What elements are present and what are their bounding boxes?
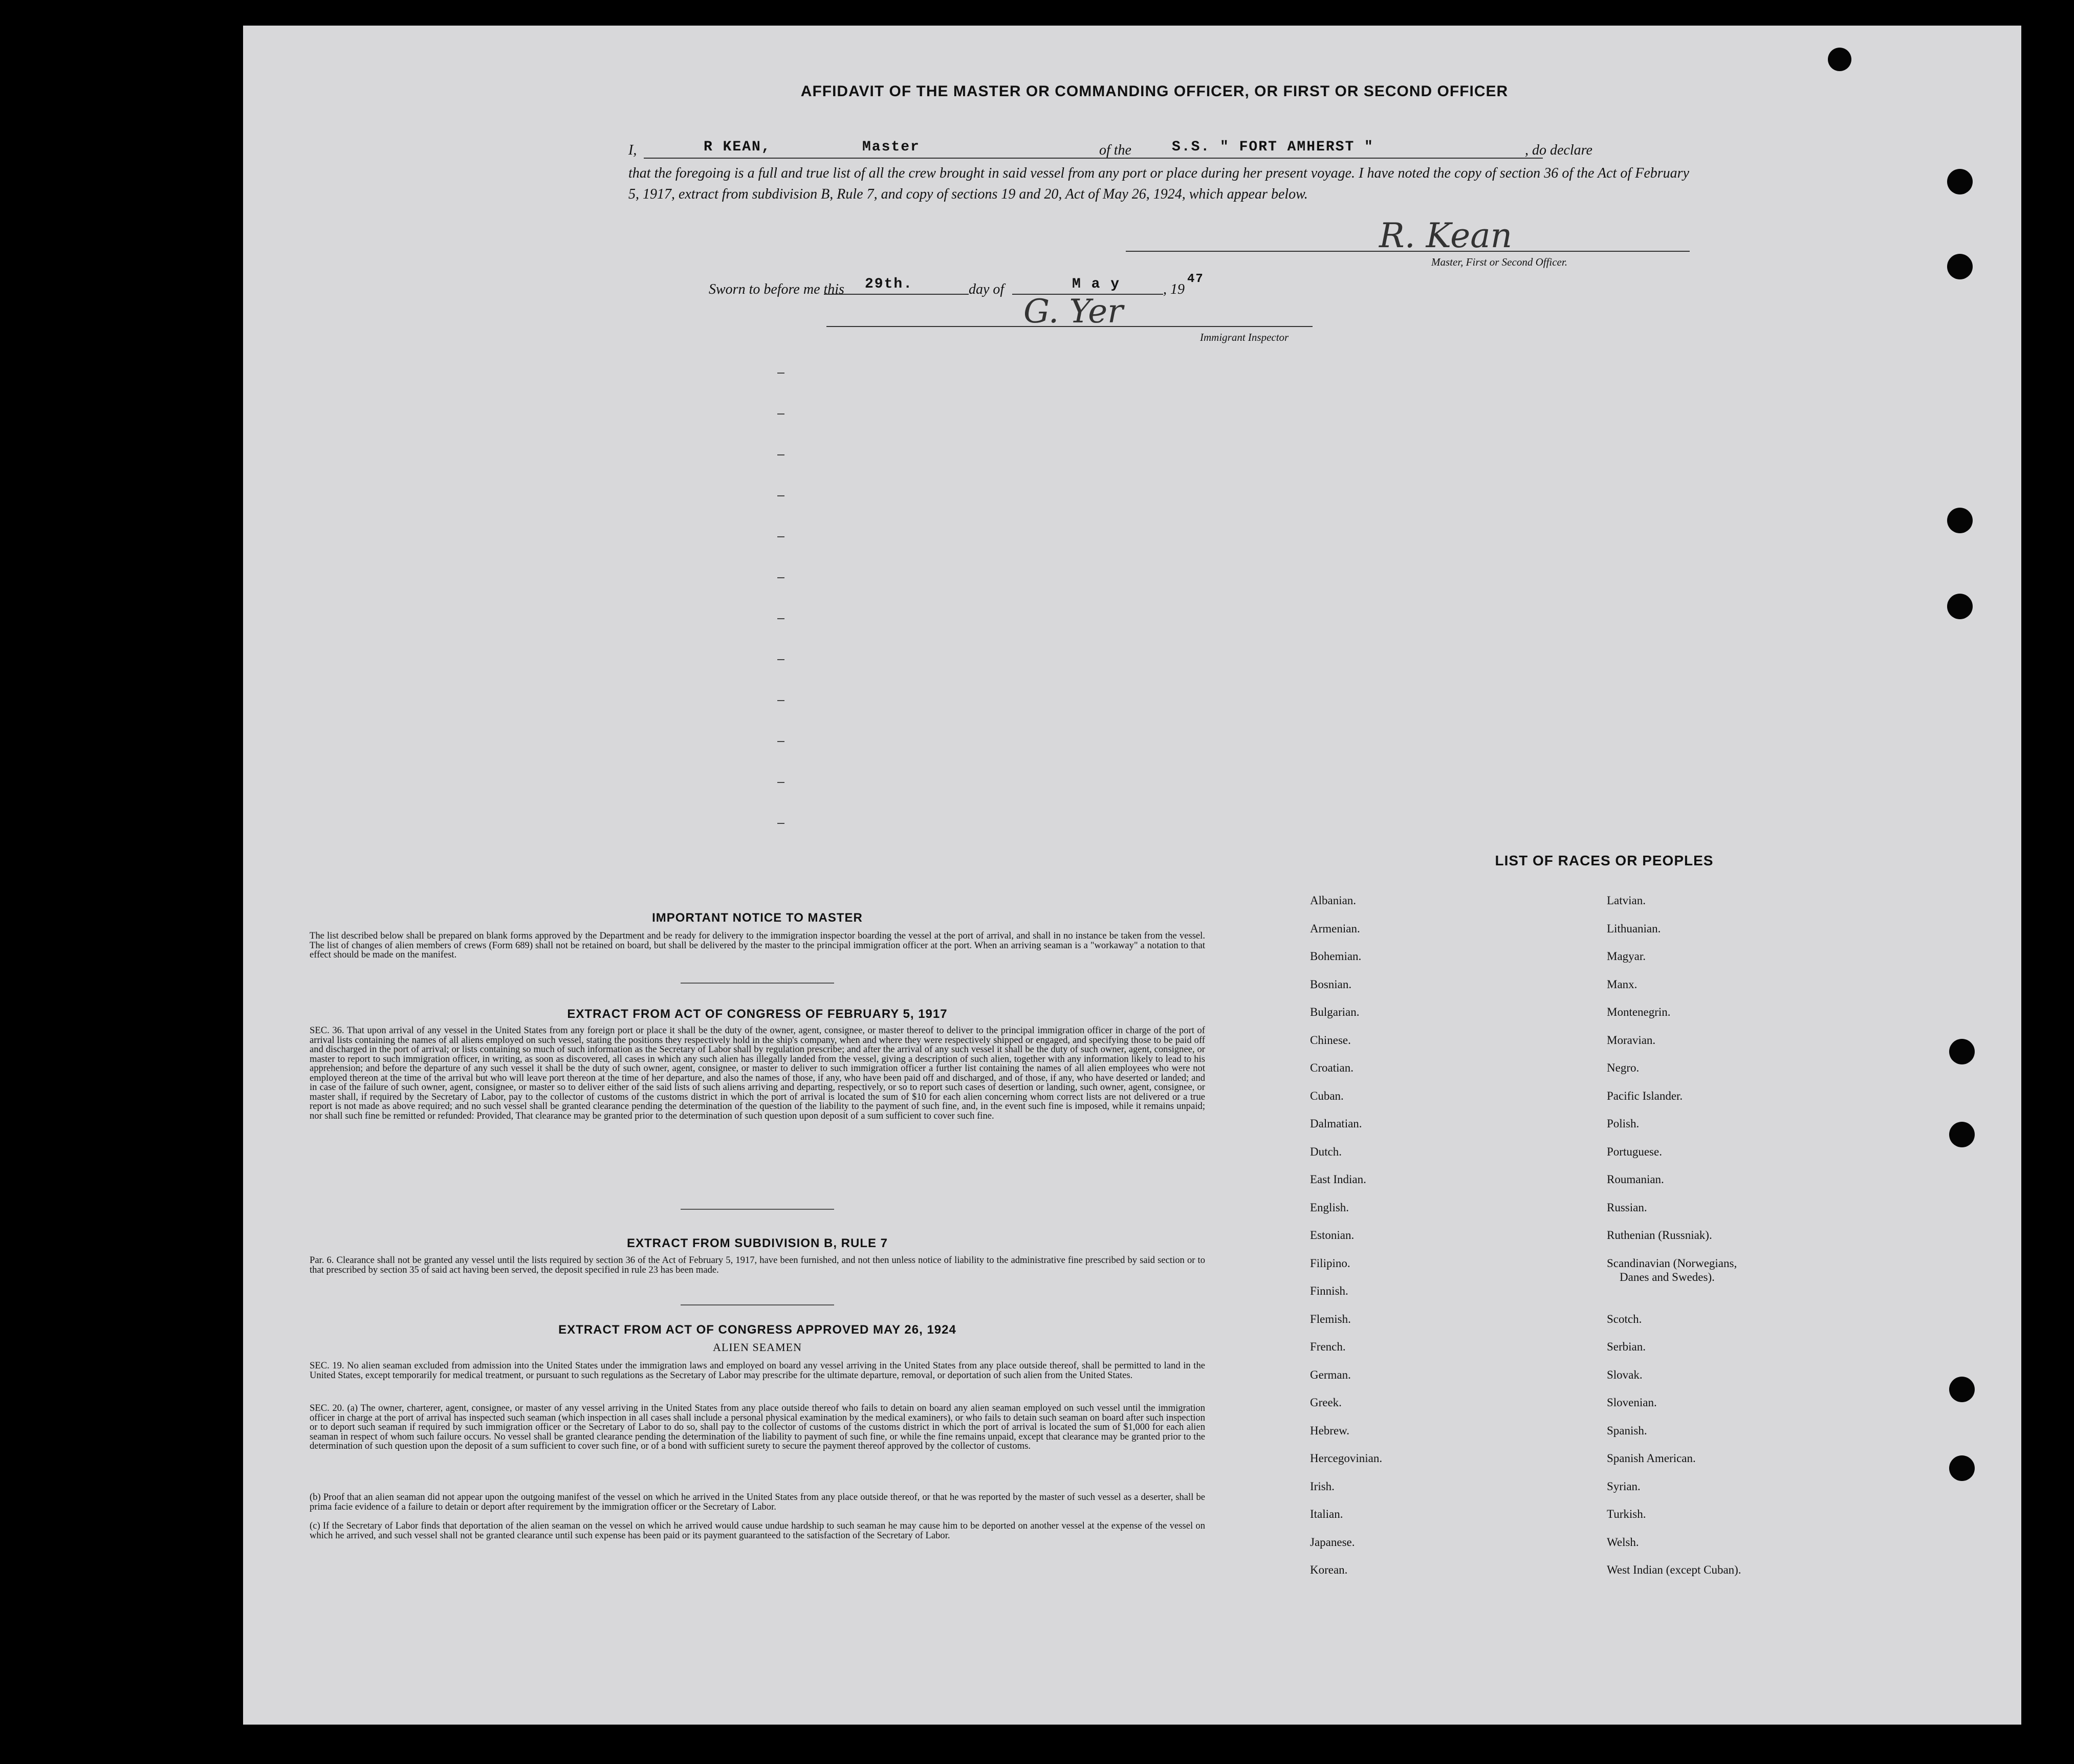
race-left-item: Bohemian.: [1310, 950, 1362, 963]
race-left-item: Dutch.: [1310, 1145, 1342, 1158]
tick-mark: [777, 741, 784, 742]
tick-mark: [777, 823, 784, 824]
affidavit-title: AFFIDAVIT OF THE MASTER OR COMMANDING OFFICER, OR FIRST OR SECOND OFFICER: [800, 83, 1509, 100]
year-suffix: 47: [1187, 272, 1204, 286]
race-right-item: Latvian.: [1607, 894, 1646, 907]
race-right-item: Magyar.: [1607, 950, 1646, 963]
vessel-name: S.S. " FORT AMHERST ": [1172, 139, 1374, 155]
divider: [681, 1209, 834, 1210]
sworn-label: Sworn to before me this: [709, 281, 844, 297]
divider: [681, 1304, 834, 1305]
race-right-item: West Indian (except Cuban).: [1607, 1563, 1741, 1576]
sworn-day: 29th.: [865, 276, 913, 292]
tick-mark: [777, 373, 784, 374]
tick-mark: [777, 454, 784, 455]
extract1-title: EXTRACT FROM ACT OF CONGRESS OF FEBRUARY 5, 1917: [567, 1007, 948, 1021]
punch-hole: [1949, 1039, 1975, 1064]
punch-hole: [1949, 1122, 1975, 1147]
punch-hole: [1828, 48, 1851, 71]
affidavit-i-label: I,: [628, 142, 637, 158]
day-of-label: day of: [969, 281, 1005, 297]
tick-mark: [777, 577, 784, 578]
race-left-item: Dalmatian.: [1310, 1117, 1362, 1130]
race-left-item: Hebrew.: [1310, 1424, 1350, 1437]
inspector-caption: Immigrant Inspector: [1200, 331, 1289, 343]
master-name: R KEAN,: [704, 139, 771, 155]
master-signature: R. Kean: [1379, 216, 1513, 255]
race-right-item: Moravian.: [1607, 1034, 1656, 1047]
punch-hole: [1947, 508, 1973, 533]
race-left-item: East Indian.: [1310, 1173, 1366, 1186]
inspector-signature: G. Yer: [1023, 293, 1123, 331]
tick-mark: [777, 700, 784, 701]
master-rank: Master: [862, 139, 920, 155]
race-right-item: Scandinavian (Norwegians,: [1607, 1257, 1737, 1270]
of-the-label: of the: [1099, 142, 1131, 158]
extract3-subtitle: ALIEN SEAMEN: [713, 1341, 802, 1354]
race-left-item: Albanian.: [1310, 894, 1357, 907]
race-right-item: Pacific Islander.: [1607, 1090, 1683, 1102]
year-prefix: , 19: [1163, 281, 1185, 297]
extract1-text: SEC. 36. That upon arrival of any vessel in the United States from any foreign port or place it shall be the duty of the owner, agent, consignee, or master thereof to deliver to the principal immigration officer in charge of the port of arrival lists containing the names of all aliens employed on such vessel, stating the positions they respectively hold in the ship's company, when and where they were respectively shipped or engaged, and specifying those to be paid off and discharged in the port of arrival; or lists containing so much of such information as the Secretary of Labor shall by regulation prescribe; and after the arrival of any such vessel it shall be the duty of such owner, agent, consignee, or master to report to such immigration officer, in writing, as soon as discovered, all cases in which any such alien has illegally landed from the vessel, giving a description of such alien, together with any information likely to lead to his apprehension; and before the departure of any such vessel it shall be the duty of such owner, agent, consignee, or master to deliver to such immigration officer a further list containing the names of all alien employees who were not employed thereon at the time of the arrival but who will leave port thereon at the time of her departure, and also the names of those, if any, who have been paid off and discharged, and of those, if any, who have deserted or landed; and in case of the failure of such owner, agent, consignee, or master so to deliver either of the said lists of such aliens arriving and departing, respectively, or so to report such cases of desertion or landing, such owner, agent, consignee, or master shall, if required by the Secretary of Labor, pay to the collector of customs of the customs district in which the port of arrival is located the sum of $10 for each alien concerning whom correct lists are not delivered or a true report is not made as above required; and no such vessel shall be granted clearance pending the determination of the question of the liability to the payment of such fine, and, in the event such fine is imposed, while it remains unpaid; nor shall such fine be remitted or refunded: Provided, That clearance may be granted prior to the determination of such question upon deposit of a sum sufficient to cover such fine.: [310, 1025, 1205, 1121]
master-caption: Master, First or Second Officer.: [1431, 256, 1567, 268]
sec20a-text: SEC. 20. (a) The owner, charterer, agent, consignee, or master of any vessel arriving in the United States from any place outside thereof who fails to detain on board any alien seaman employed on such vessel until the immigration officer in charge at the port of arrival has inspected such seaman (which inspection in all cases shall include a personal physical examination by the medical examiners), or who fails to detain such seaman on board after such inspection or to deport such seaman if required by such immigration officer or the Secretary of Labor to do so, shall pay to the collector of customs of the customs district in which the port of arrival is located the sum of $1,000 for each alien seaman in respect of whom such failure occurs. No vessel shall be granted clearance pending the determination of the liability to payment of such fine, or while the fine remains unpaid, except that clearance may be granted prior to the determination of such question upon the deposit of a sum sufficient to cover such fine, or of a bond with sufficient surety to secure the payment thereof approved by the collector of customs.: [310, 1403, 1205, 1451]
race-left-item: Japanese.: [1310, 1536, 1355, 1549]
race-right-item: Slovak.: [1607, 1368, 1643, 1381]
race-right-item: Spanish.: [1607, 1424, 1647, 1437]
race-right-item: Danes and Swedes).: [1620, 1271, 1715, 1283]
tick-mark: [777, 413, 784, 415]
race-left-item: Hercegovinian.: [1310, 1452, 1383, 1465]
divider: [681, 983, 834, 984]
race-right-item: Welsh.: [1607, 1536, 1639, 1549]
race-right-item: Lithuanian.: [1607, 922, 1661, 935]
punch-hole: [1949, 1377, 1975, 1402]
punch-hole: [1947, 169, 1973, 194]
race-right-item: Ruthenian (Russniak).: [1607, 1229, 1712, 1242]
race-right-item: Manx.: [1607, 978, 1638, 991]
extract2-text: Par. 6. Clearance shall not be granted any vessel until the lists required by section 36 of the Act of February 5, 1917, have been furnished, and not then unless notice of liability to the administrative fine prescribed by said section or to that prescribed by section 35 of said act having been served, the deposit specified in rule 23 has been made.: [310, 1255, 1205, 1275]
sworn-month: M a y: [1072, 276, 1121, 292]
notice-title: IMPORTANT NOTICE TO MASTER: [652, 911, 863, 925]
tick-mark: [777, 659, 784, 660]
races-title: LIST OF RACES OR PEOPLES: [1495, 853, 1714, 868]
sec19-text: SEC. 19. No alien seaman excluded from admission into the United States under the immigration laws and employed on board any vessel arriving in the United States from any place outside thereof, shall be permitted to land in the United States, except temporarily for medical treatment, or pursuant to such regulations as the Secretary of Labor may prescribe for the ultimate departure, removal, or deportation of such alien from the United States.: [310, 1360, 1205, 1381]
race-left-item: English.: [1310, 1201, 1349, 1214]
sec20c-text: (c) If the Secretary of Labor finds that deportation of the alien seaman on the vessel on which he arrived would cause undue hardship to such seaman he may cause him to be deported on another vessel at the expense of the vessel on which he arrived, and such vessel shall not be granted clearance until such expense has been paid or its payment guaranteed to the satisfaction of the Secretary of Labor.: [310, 1520, 1205, 1541]
race-right-item: Spanish American.: [1607, 1452, 1696, 1465]
race-left-item: Chinese.: [1310, 1034, 1351, 1047]
race-left-item: Finnish.: [1310, 1284, 1348, 1297]
extract3-title: EXTRACT FROM ACT OF CONGRESS APPROVED MAY 26, 1924: [558, 1323, 956, 1337]
race-left-item: Filipino.: [1310, 1257, 1350, 1270]
do-declare-label: , do declare: [1525, 142, 1592, 158]
race-right-item: Negro.: [1607, 1061, 1640, 1074]
punch-hole: [1949, 1455, 1975, 1481]
tick-mark: [777, 536, 784, 537]
tick-mark: [777, 495, 784, 496]
race-right-item: Polish.: [1607, 1117, 1640, 1130]
race-left-item: French.: [1310, 1340, 1346, 1353]
race-right-item: Serbian.: [1607, 1340, 1646, 1353]
race-left-item: Korean.: [1310, 1563, 1348, 1576]
race-right-item: Montenegrin.: [1607, 1006, 1671, 1018]
race-right-item: Turkish.: [1607, 1508, 1646, 1520]
extract2-title: EXTRACT FROM SUBDIVISION B, RULE 7: [626, 1236, 888, 1250]
day-fill-line: [824, 294, 969, 295]
race-left-item: Italian.: [1310, 1508, 1343, 1520]
race-left-item: Bosnian.: [1310, 978, 1352, 991]
race-left-item: Estonian.: [1310, 1229, 1355, 1242]
race-left-item: Armenian.: [1310, 922, 1360, 935]
punch-hole: [1947, 254, 1973, 279]
vessel-fill-line: [1141, 158, 1543, 159]
notice-text: The list described below shall be prepared on blank forms approved by the Department and be ready for delivery to the immigration inspector boarding the vessel at the port of arrival, and shall in no instance be taken from the vessel. The list of changes of alien members of crews (Form 689) shall not be retained on board, but shall be delivered by the master to the principal immigration officer at the port. When an arriving seaman is a "workaway" a notation to that effect should be made on the manifest.: [310, 930, 1205, 960]
tick-mark: [777, 782, 784, 783]
race-right-item: Portuguese.: [1607, 1145, 1662, 1158]
document-page: [243, 26, 2021, 1725]
master-signature-line: [1126, 251, 1690, 252]
race-left-item: Cuban.: [1310, 1090, 1344, 1102]
race-left-item: Greek.: [1310, 1396, 1342, 1409]
race-left-item: Flemish.: [1310, 1313, 1351, 1325]
punch-hole: [1947, 594, 1973, 619]
tick-mark: [777, 618, 784, 619]
race-left-item: German.: [1310, 1368, 1351, 1381]
name-fill-line: [644, 158, 1161, 159]
inspector-signature-line: [826, 326, 1313, 327]
race-right-item: Slovenian.: [1607, 1396, 1657, 1409]
race-right-item: Roumanian.: [1607, 1173, 1664, 1186]
race-left-item: Bulgarian.: [1310, 1006, 1360, 1018]
race-right-item: Scotch.: [1607, 1313, 1642, 1325]
race-left-item: Irish.: [1310, 1480, 1335, 1493]
race-right-item: Syrian.: [1607, 1480, 1641, 1493]
sec20b-text: (b) Proof that an alien seaman did not appear upon the outgoing manifest of the vessel on which he arrived in the United States from any place outside thereof, or that he was reported by the master of such vessel as a deserter, shall be prima facie evidence of a failure to detain or deport after requirement by the immigration officer or the Secretary of Labor.: [310, 1492, 1205, 1512]
affidavit-body: that the foregoing is a full and true list of all the crew brought in said vessel from any port or place during her present voyage. I have noted the copy of section 36 of the Act of February 5, 1917, extract from subdivision B, Rule 7, and copy of sections 19 and 20, Act of May 26, 1924, which appear below.: [628, 165, 1689, 202]
race-right-item: Russian.: [1607, 1201, 1647, 1214]
race-left-item: Croatian.: [1310, 1061, 1353, 1074]
